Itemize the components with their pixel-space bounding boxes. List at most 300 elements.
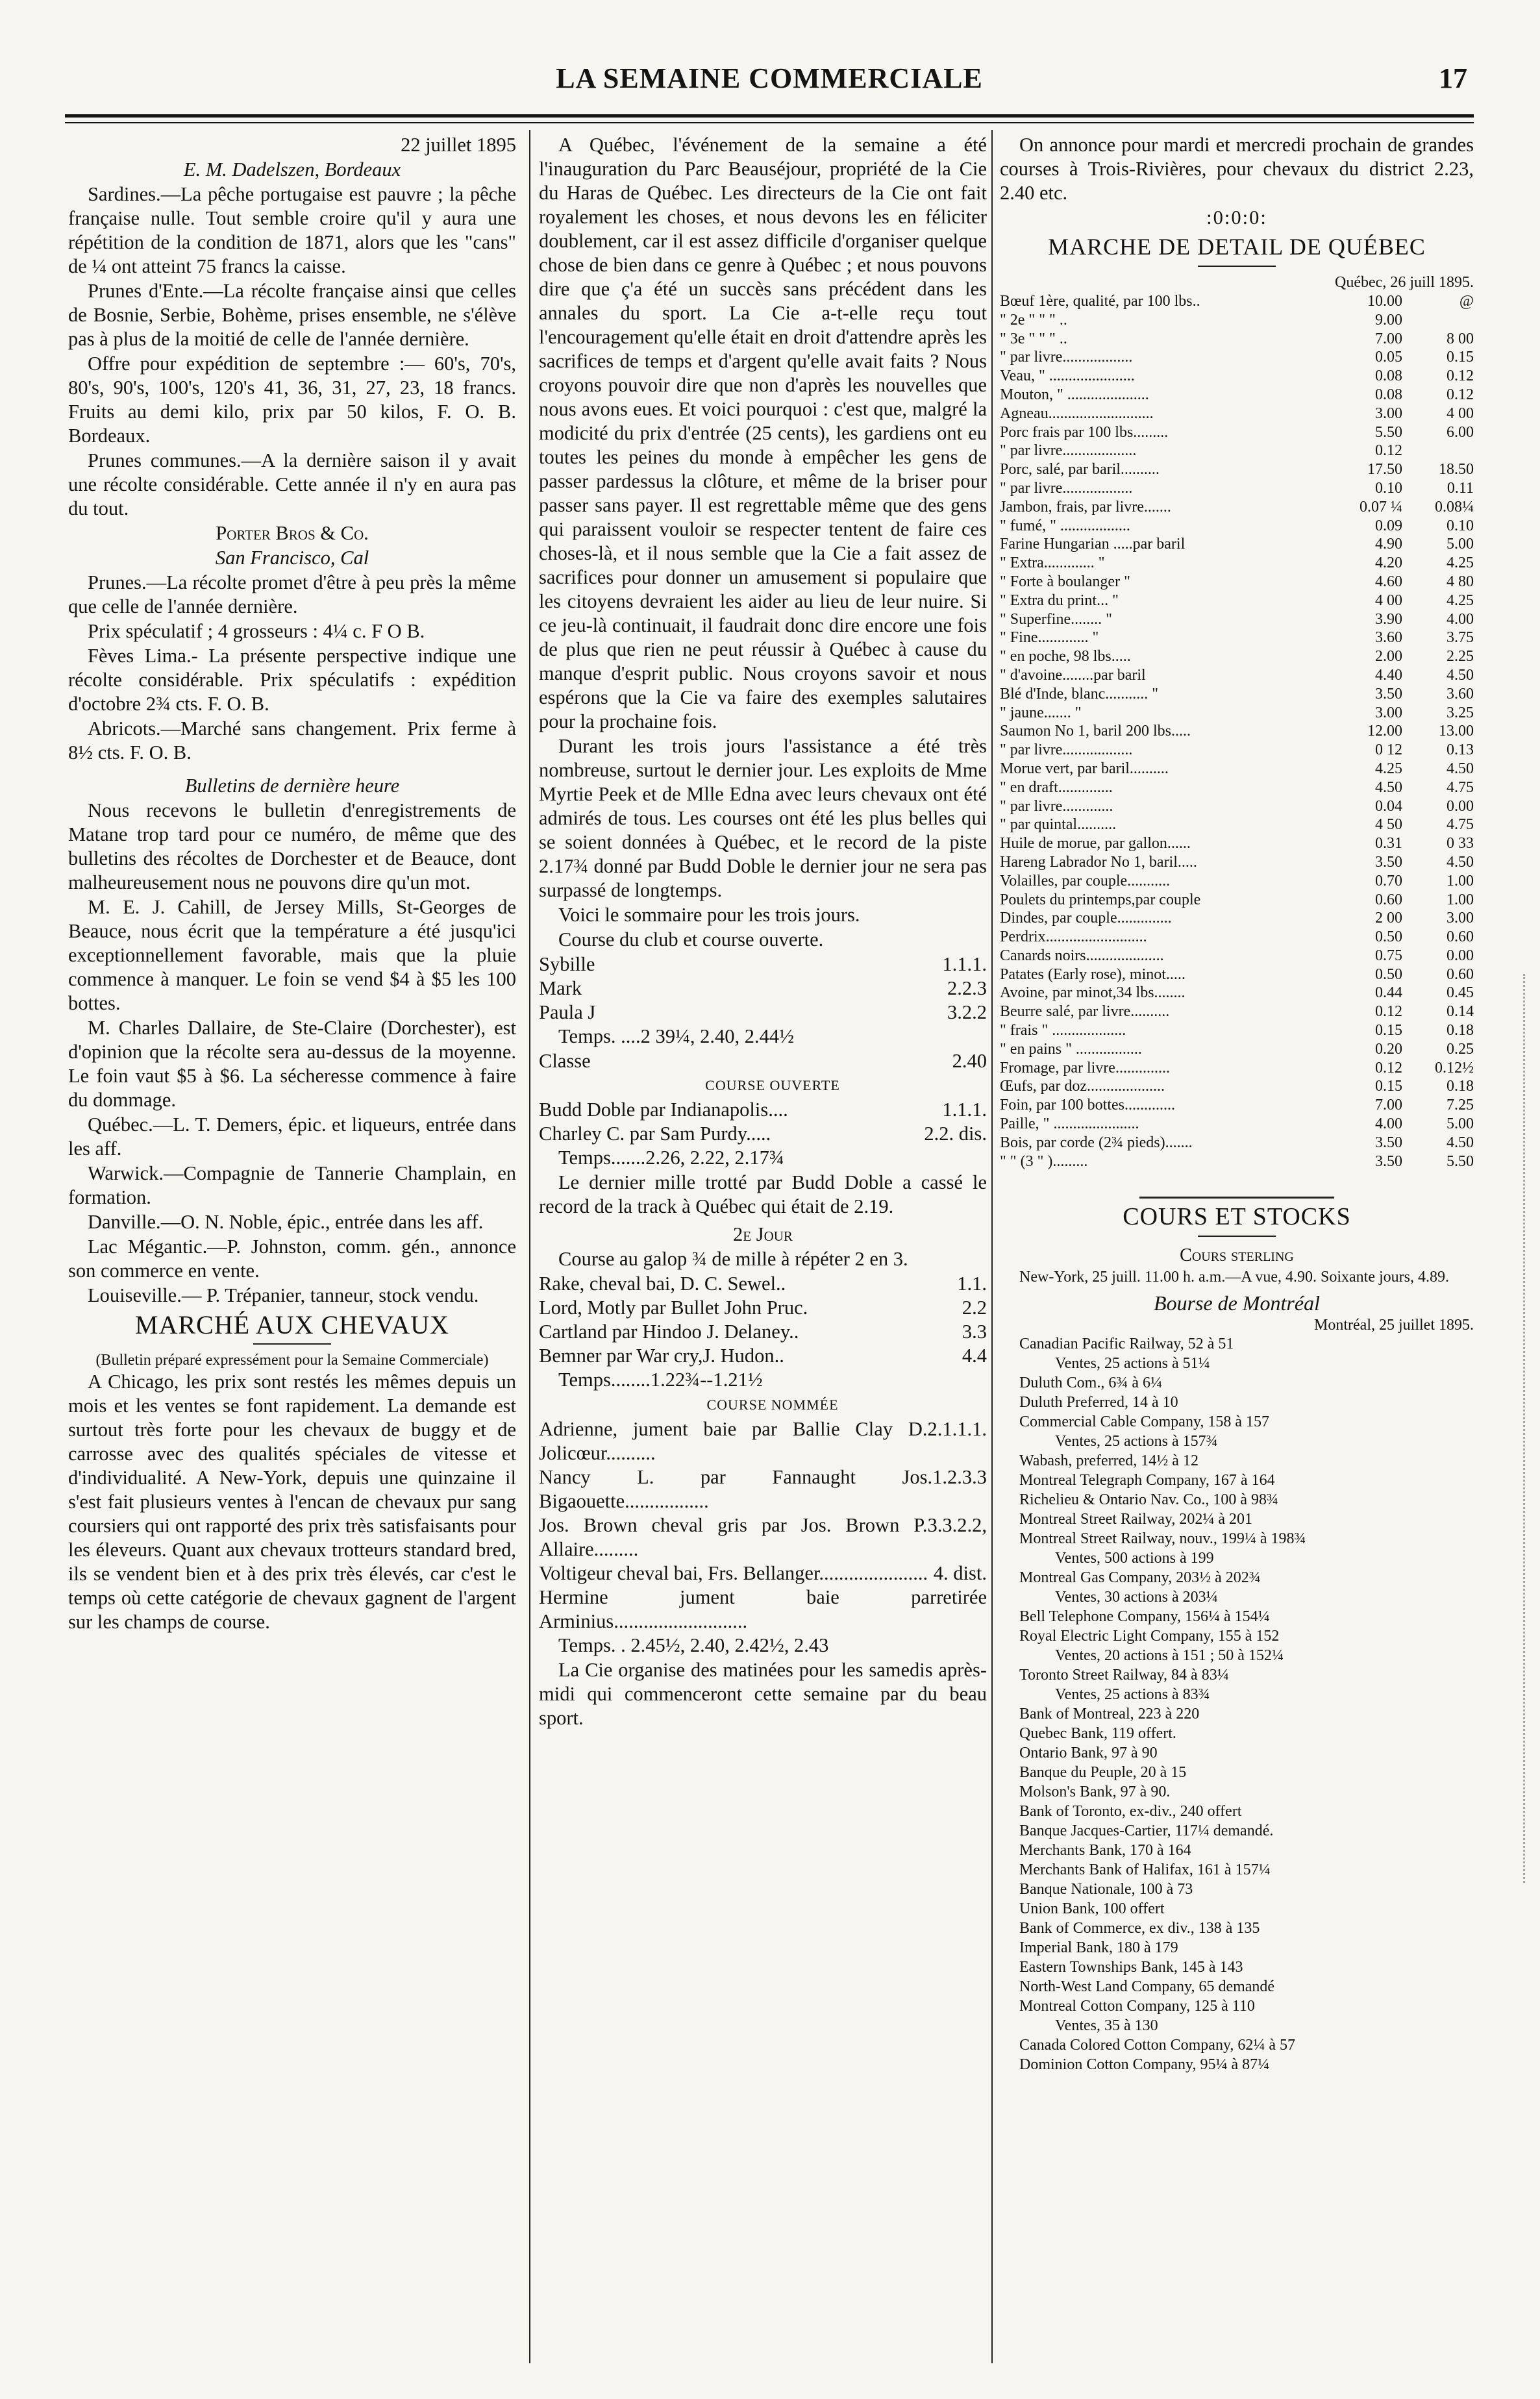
- price-item: " par quintal..........: [1000, 816, 1117, 834]
- price-row: [1000, 628, 1474, 647]
- page-header: [65, 62, 1474, 107]
- price-low: 0.15: [1375, 1078, 1402, 1095]
- paragraph: Warwick.—Compagnie de Tannerie Champlain, en formation.: [68, 1162, 516, 1208]
- price-high: 4.25: [1447, 554, 1474, 572]
- stock-quote: Ontario Bank, 97 à 90: [1019, 1745, 1158, 1762]
- dateline: Montréal, 25 juillet 1895.: [1314, 1317, 1474, 1334]
- price-item: " fumé, " ..................: [1000, 517, 1130, 534]
- price-low: 0 12: [1375, 741, 1402, 759]
- paragraph: Québec.—L. T. Demers, épic. et liqueurs, entrée dans les aff.: [68, 1113, 516, 1160]
- race-result-row: Charley C. par Sam Purdy..... 2.2. dis.: [539, 1123, 987, 1145]
- stock-sales: Ventes, 500 actions à 199: [1055, 1550, 1214, 1567]
- section-note: (Bulletin préparé expressément pour la Semaine Commerciale): [95, 1352, 489, 1369]
- price-row: [1000, 479, 1474, 498]
- section-title: MARCHE DE DETAIL DE QUÉBEC: [1048, 234, 1426, 260]
- stock-quote: Duluth Preferred, 14 à 10: [1019, 1394, 1178, 1411]
- price-row: [1000, 554, 1474, 573]
- price-item: Bois, par corde (2¾ pieds).......: [1000, 1134, 1193, 1151]
- price-item: " par livre...................: [1000, 442, 1137, 460]
- column-left: [68, 133, 516, 1635]
- price-low: 0.50: [1375, 965, 1402, 983]
- stock-quote: Canada Colored Cotton Company, 62¼ à 57: [1019, 2037, 1296, 2054]
- title-rule: [1198, 1236, 1276, 1237]
- race-result-row: Mark 2.2.3: [539, 977, 987, 999]
- race-result-row: Cartland par Hindoo J. Delaney.. 3.3: [539, 1321, 987, 1343]
- paragraph: Course du club et course ouverte.: [558, 928, 824, 951]
- race-result-row: Lord, Motly par Bullet John Pruc. 2.2: [539, 1297, 987, 1319]
- price-low: 0.60: [1375, 891, 1402, 908]
- price-row: [1000, 666, 1474, 685]
- race-result-row: Bemner par War cry,J. Hudon.. 4.4: [539, 1345, 987, 1367]
- dateline: Québec, 26 juill 1895.: [1335, 274, 1474, 291]
- price-item: Volailles, par couple...........: [1000, 872, 1171, 889]
- price-item: " Fine............. ": [1000, 629, 1099, 647]
- price-row: [1000, 1077, 1474, 1096]
- stock-quote: Merchants Bank, 170 à 164: [1019, 1842, 1191, 1859]
- price-high: 3.00: [1447, 910, 1474, 927]
- price-row: [1000, 685, 1474, 704]
- section-rule: [1139, 1197, 1334, 1199]
- price-high: 0.10: [1447, 517, 1474, 534]
- price-row: [1000, 330, 1474, 349]
- price-high: [1402, 441, 1474, 460]
- price-item: Farine Hungarian .....par baril: [1000, 536, 1186, 553]
- price-item: Porc frais par 100 lbs.........: [1000, 423, 1169, 441]
- stock-quote: Bank of Toronto, ex-div., 240 offert: [1019, 1803, 1242, 1821]
- price-row: [1000, 292, 1474, 311]
- stock-quote: Montreal Street Railway, 202¼ à 201: [1019, 1511, 1253, 1528]
- price-item: Perdrix..........................: [1000, 928, 1147, 946]
- price-row: [1000, 1096, 1474, 1115]
- column-divider: [991, 130, 993, 2363]
- paragraph: Sardines.—La pêche portugaise est pauvre ; la pêche française nulle. Tout semble croire qu'il y aura une répétition de la condition de 1871, alors que les "cans" de ¼ ont atteint 75 francs la caisse.: [68, 183, 516, 277]
- price-item: Porc, salé, par baril..........: [1000, 461, 1160, 479]
- price-row: [1000, 909, 1474, 928]
- stock-quote: Commercial Cable Company, 158 à 157: [1019, 1413, 1270, 1431]
- price-low: 0.50: [1375, 928, 1402, 946]
- price-row: [1000, 704, 1474, 723]
- price-high: 18.50: [1439, 461, 1474, 479]
- price-low: 0.07 ¼: [1360, 498, 1402, 516]
- race-result-row: Hermine jument baie par Arminius........................... retirée: [539, 1586, 987, 1632]
- stock-sales: Ventes, 35 à 130: [1055, 2017, 1158, 2035]
- price-low: 3.50: [1375, 853, 1402, 871]
- price-high: 1.00: [1447, 891, 1474, 908]
- stock-quote: Canadian Pacific Railway, 52 à 51: [1019, 1336, 1234, 1353]
- price-low: 0.04: [1375, 797, 1402, 815]
- price-item: Foin, par 100 bottes.............: [1000, 1097, 1175, 1114]
- race-result-row: Rake, cheval bai, D. C. Sewel.. 1.1.: [539, 1273, 987, 1295]
- price-high: 5.50: [1447, 1152, 1474, 1170]
- section-title: COURS ET STOCKS: [1123, 1203, 1351, 1231]
- price-item: Mouton, " .....................: [1000, 386, 1149, 403]
- price-high: 4.75: [1447, 778, 1474, 796]
- price-item: " par livre..................: [1000, 349, 1133, 366]
- price-low: 4.20: [1375, 554, 1402, 572]
- race-result-row: Sybille 1.1.1.: [539, 953, 987, 975]
- price-low: 4.90: [1375, 536, 1402, 553]
- price-low: 0.31: [1375, 835, 1402, 852]
- paragraph: Prunes.—La récolte promet d'être à peu près la même que celle de l'année dernière.: [68, 571, 516, 617]
- price-row: [1000, 947, 1474, 965]
- price-high: 0.13: [1447, 741, 1474, 759]
- paragraph: Danville.—O. N. Noble, épic., entrée dans les aff.: [88, 1211, 484, 1233]
- price-low: 4.25: [1375, 760, 1402, 777]
- price-row: [1000, 834, 1474, 853]
- price-low: 0.08: [1375, 386, 1402, 403]
- price-row: [1000, 647, 1474, 666]
- price-row: [1000, 517, 1474, 536]
- column-right: [1000, 133, 1474, 2075]
- price-row: [1000, 741, 1474, 760]
- stock-sales: Ventes, 30 actions à 203¼: [1055, 1589, 1218, 1606]
- stock-quote: Merchants Bank of Halifax, 161 à 157¼: [1019, 1861, 1271, 1879]
- paragraph: Voici le sommaire pour les trois jours.: [558, 904, 860, 926]
- paragraph: A Québec, l'événement de la semaine a été l'inauguration du Parc Beauséjour, propriété de la Cie du Haras de Québec. Les directeurs de la Cie ont fait royalement les choses, et nous devons les en féliciter doublement, car il est assez difficile d'organiser quelque chose de bien dans ce genre à Québec ; et nous pouvons dire que ç'a été un succès sans précédent dans les annales du sport. La Cie a-t-elle reçu tout l'encouragement qu'elle était en droit d'attendre après les sacrifices de temps et d'argent qu'elle avait faits ? Nous croyons pouvoir dire que non d'après les nouvelles que nous avons eues. Et voici pourquoi : c'est que, malgré la modicité du prix d'entrée (25 cents), les gardiens ont eu toutes les peines du monde à empêcher les gens de passer pardessus la clôture, et même de la briser pour passer sans payer. Il est regrettable même que des gens qui paraissent vouloir se respecter tentent de faire ces choses-là, et il nous semble que la Cie a fait assez de sacrifices pour donner un amusement si populaire que les citoyens devraient les aider au lieu de leur nuire. Si ce jeu-là continuait, il faudrait donc dire encore une fois de plus que rien ne peut réussir à Québec à cause du manque d'esprit public. Nous croyons savoir et nous espérons que la Cie va faire des exemples salutaires pour la prochaine fois.: [539, 134, 987, 732]
- stock-sales: Ventes, 25 actions à 83¾: [1055, 1686, 1210, 1704]
- price-high: 2.25: [1447, 648, 1474, 665]
- price-row: [1000, 386, 1474, 404]
- race-result-row: Classe 2.40: [539, 1050, 987, 1072]
- price-item: " " (3 " ).........: [1000, 1152, 1088, 1170]
- price-low: 0.12: [1375, 442, 1402, 460]
- paragraph: Offre pour expédition de septembre :— 60's, 70's, 80's, 90's, 100's, 120's 41, 36, 31, 27, 23, 18 francs. Fruits au demi kilo, prix par 50 kilos, F. O. B. Bordeaux.: [68, 353, 516, 447]
- price-high: 0.00: [1447, 947, 1474, 964]
- price-low: 0.15: [1375, 1022, 1402, 1039]
- paragraph: M. Charles Dallaire, de Ste-Claire (Dorchester), est d'opinion que la récolte sera au-dessus de la moyenne. Le foin vaut $5 à $6. La sécheresse commence à faire du dommage.: [68, 1017, 516, 1111]
- price-item: Jambon, frais, par livre.......: [1000, 498, 1171, 516]
- price-item: Bœuf 1ère, qualité, par 100 lbs..: [1000, 293, 1200, 310]
- price-row: [1000, 984, 1474, 1002]
- column-divider: [529, 130, 530, 2363]
- price-high: 3.60: [1447, 685, 1474, 702]
- price-high: 3.75: [1447, 629, 1474, 647]
- dateline: 22 juillet 1895: [401, 134, 516, 156]
- price-item: " en pains " .................: [1000, 1040, 1142, 1058]
- section-heading: Bulletins de dernière heure: [184, 775, 400, 797]
- paragraph: Course au galop ¾ de mille à répéter 2 en 3.: [558, 1248, 908, 1270]
- price-item: Blé d'Inde, blanc........... ": [1000, 685, 1159, 702]
- price-item: Fromage, par livre..............: [1000, 1059, 1170, 1076]
- price-row: [1000, 797, 1474, 816]
- price-high: 0.14: [1447, 1003, 1474, 1021]
- price-high: 0.12½: [1435, 1059, 1474, 1076]
- stock-quote: Molson's Bank, 97 à 90.: [1019, 1784, 1171, 1801]
- price-row: [1000, 573, 1474, 591]
- paragraph: Prix spéculatif ; 4 grosseurs : 4¼ c. F O B.: [88, 620, 425, 642]
- price-low: 3.00: [1375, 404, 1402, 422]
- price-high: 0 33: [1447, 835, 1474, 852]
- price-row: [1000, 722, 1474, 741]
- paragraph: Lac Mégantic.—P. Johnston, comm. gén., annonce son commerce en vente.: [68, 1236, 516, 1282]
- price-low: 0.75: [1375, 947, 1402, 964]
- column-middle: [539, 133, 987, 1731]
- exchange-rates: New-York, 25 juill. 11.00 h. a.m.—A vue, 4.90. Soixante jours, 4.89.: [1019, 1269, 1449, 1286]
- price-low: 0.05: [1375, 349, 1402, 366]
- price-high: 0.18: [1447, 1022, 1474, 1039]
- race-time: Temps. ....2 39¼, 2.40, 2.44½: [558, 1025, 795, 1047]
- price-item: Avoine, par minot,34 lbs........: [1000, 984, 1186, 1002]
- price-item: " en draft..............: [1000, 778, 1113, 796]
- price-row: [1000, 853, 1474, 872]
- price-item: Hareng Labrador No 1, baril.....: [1000, 853, 1197, 871]
- price-row: [1000, 1059, 1474, 1078]
- price-row: [1000, 760, 1474, 778]
- stock-quote: Royal Electric Light Company, 155 à 152: [1019, 1628, 1280, 1645]
- race-time: Temps. . 2.45½, 2.40, 2.42½, 2.43: [558, 1634, 829, 1656]
- price-row: [1000, 311, 1474, 330]
- paragraph: Le dernier mille trotté par Budd Doble a cassé le record de la track à Québec qui était de 2.19.: [539, 1171, 987, 1217]
- price-low: 7.00: [1375, 330, 1402, 347]
- price-low: 0.10: [1375, 479, 1402, 497]
- price-row: [1000, 460, 1474, 479]
- stock-quote: Union Bank, 100 offert: [1019, 1900, 1165, 1918]
- price-row: [1000, 367, 1474, 386]
- price-high: 0.12: [1447, 367, 1474, 385]
- price-row: [1000, 348, 1474, 367]
- stock-quote: Montreal Street Railway, nouv., 199¼ à 198¾: [1019, 1530, 1306, 1548]
- price-item: " frais " ...................: [1000, 1022, 1126, 1039]
- stock-quote: Banque Nationale, 100 à 73: [1019, 1881, 1193, 1898]
- stock-quote: Bank of Commerce, ex div., 138 à 135: [1019, 1920, 1260, 1937]
- stock-list: [1000, 1335, 1474, 2074]
- stock-quote: Quebec Bank, 119 offert.: [1019, 1725, 1176, 1743]
- price-item: Patates (Early rose), minot.....: [1000, 965, 1186, 983]
- price-low: 4.00: [1375, 1115, 1402, 1133]
- stock-quote: Bank of Montreal, 223 à 220: [1019, 1706, 1200, 1723]
- paragraph: Fèves Lima.- La présente perspective indique une récolte considérable. Prix spéculatifs : expédition d'octobre 2¾ cts. F. O. B.: [68, 645, 516, 715]
- price-low: 4.50: [1375, 778, 1402, 796]
- race-result-row: Jos. Brown cheval gris par Jos. Brown P. Allaire......... 3.3.2.2,: [539, 1514, 987, 1560]
- price-row: [1000, 1002, 1474, 1021]
- paragraph: Nous recevons le bulletin d'enregistrements de Matane trop tard pour ce numéro, de même que des bulletins des récoltes de Dorchester et de Beauce, dont malheureusement nous ne pouvons dire qu'un mot.: [68, 799, 516, 893]
- price-high: 0.45: [1447, 984, 1474, 1002]
- price-high: 0.12: [1447, 386, 1474, 403]
- price-low: 0.12: [1375, 1003, 1402, 1021]
- price-row: [1000, 423, 1474, 442]
- price-item: " Superfine........ ": [1000, 610, 1112, 628]
- price-high: 4 80: [1447, 573, 1474, 590]
- race-result-row: Adrienne, jument baie par Ballie Clay D. Jolicœur.......... 2.1.1.1.: [539, 1418, 987, 1464]
- price-item: Veau, " ......................: [1000, 367, 1135, 385]
- paragraph: A Chicago, les prix sont restés les mêmes depuis un mois et les ventes se font rapidement. La demande est surtout très forte pour les chevaux de buggy et de carrosse avec des qualités spéciales de vitesse et d'individualité. A New-York, depuis une quinzaine il s'est fait plusieurs ventes à l'encan de chevaux pur sang coursiers qui ont rapporté des prix très satisfaisants pour les éleveurs. Quant aux chevaux trotteurs standard bred, ils se vendent bien et à des prix très élevés, car c'est le temps où cette catégorie de chevaux gagnent de l'argent sur les champs de course.: [68, 1371, 516, 1633]
- stock-quote: North-West Land Company, 65 demandé: [1019, 1978, 1275, 1996]
- price-item: Dindes, par couple..............: [1000, 910, 1172, 927]
- price-item: Agneau...........................: [1000, 404, 1154, 422]
- day-heading: 2e Jour: [733, 1223, 793, 1245]
- price-low: 0.44: [1375, 984, 1402, 1002]
- price-low: 3.60: [1375, 629, 1402, 647]
- price-list: [1000, 292, 1474, 1171]
- title-rule: [253, 1343, 331, 1345]
- price-row: [1000, 1152, 1474, 1171]
- price-high: 13.00: [1439, 723, 1474, 740]
- price-item: Paille, " ......................: [1000, 1115, 1139, 1133]
- price-low: 0.70: [1375, 872, 1402, 889]
- separator: :0:0:0:: [1206, 206, 1267, 229]
- paragraph: On annonce pour mardi et mercredi prochain de grandes courses à Trois-Rivières, pour chevaux du district 2.23, 2.40 etc.: [1000, 134, 1474, 204]
- price-row: [1000, 535, 1474, 554]
- price-row: [1000, 404, 1474, 423]
- price-low: 4 50: [1375, 816, 1402, 834]
- price-row: [1000, 1134, 1474, 1152]
- price-high: 3.25: [1447, 704, 1474, 721]
- price-item: Canards noirs....................: [1000, 947, 1164, 964]
- subsection-title: Cours sterling: [1180, 1245, 1294, 1266]
- subsection-title: Bourse de Montréal: [1154, 1291, 1320, 1315]
- price-row: [1000, 1021, 1474, 1040]
- price-low: 17.50: [1367, 461, 1402, 479]
- price-low: 3.90: [1375, 610, 1402, 628]
- price-high: 0.08¼: [1435, 498, 1474, 516]
- price-low: 3.50: [1375, 1134, 1402, 1151]
- race-result-row: Paula J 3.2.2: [539, 1001, 987, 1023]
- price-high: 1.00: [1447, 872, 1474, 889]
- price-high: 0.18: [1447, 1078, 1474, 1095]
- paragraph: Durant les trois jours l'assistance a été très nombreuse, surtout le dernier jour. Les exploits de Mme Myrtie Peek et de Mlle Edna avec leurs chevaux ont été admirés de tous. Les courses ont été les plus belles qui se soient données à Québec, et le record de la piste 2.17¾ donné par Budd Doble le dernier jour ne sera pas surpassé de longtemps.: [539, 735, 987, 901]
- title-rule: [1198, 266, 1276, 267]
- section-title: MARCHÉ AUX CHEVAUX: [135, 1310, 449, 1339]
- stock-quote: Wabash, preferred, 14½ à 12: [1019, 1452, 1198, 1470]
- stock-quote: Montreal Gas Company, 203½ à 202¾: [1019, 1569, 1261, 1587]
- stock-quote: Toronto Street Railway, 84 à 83¼: [1019, 1667, 1229, 1684]
- price-row: [1000, 891, 1474, 910]
- price-high: 0.60: [1447, 965, 1474, 983]
- stock-sales: Ventes, 25 actions à 51¼: [1055, 1355, 1210, 1373]
- price-high: 0.25: [1447, 1040, 1474, 1058]
- price-low: 3.00: [1375, 704, 1402, 721]
- race-result-row: Nancy L. par Fannaught Jos. Bigaouette................. 1.2.3.3: [539, 1466, 987, 1512]
- price-high: 0.60: [1447, 928, 1474, 946]
- price-row: [1000, 591, 1474, 610]
- price-item: " Extra du print... ": [1000, 591, 1119, 609]
- price-item: " 3e " " " ..: [1000, 330, 1067, 347]
- price-item: Œufs, par doz....................: [1000, 1078, 1165, 1095]
- price-high: [1402, 311, 1474, 330]
- firm-name: Porter Bros & Co.: [216, 522, 369, 544]
- price-row: [1000, 1040, 1474, 1059]
- price-low: 12.00: [1367, 723, 1402, 740]
- price-high: 6.00: [1447, 423, 1474, 441]
- stock-sales: Ventes, 20 actions à 151 ; 50 à 152¼: [1055, 1647, 1284, 1665]
- price-item: " par livre..................: [1000, 741, 1133, 759]
- price-high: 4.50: [1447, 760, 1474, 777]
- paragraph: Prunes d'Ente.—La récolte française ainsi que celles de Bosnie, Serbie, Bohème, prises ensemble, ne s'élève pas à plus de la moitié de celle de l'année dernière.: [68, 280, 516, 350]
- price-high: 8 00: [1447, 330, 1474, 347]
- price-row: [1000, 1115, 1474, 1134]
- price-low: 7.00: [1375, 1097, 1402, 1114]
- price-low: 0.09: [1375, 517, 1402, 534]
- price-low: 0.20: [1375, 1040, 1402, 1058]
- newspaper-title: LA SEMAINE COMMERCIALE: [556, 62, 983, 94]
- edge-mark: [1523, 974, 1537, 1883]
- price-high: 5.00: [1447, 1115, 1474, 1133]
- price-high: 0.11: [1447, 479, 1474, 497]
- firm-place: San Francisco, Cal: [215, 547, 369, 569]
- price-row: [1000, 441, 1474, 460]
- stock-quote: Banque Jacques-Cartier, 117¼ demandé.: [1019, 1822, 1274, 1840]
- paragraph: Louiseville.— P. Trépanier, tanneur, stock vendu.: [88, 1284, 479, 1306]
- stock-quote: Montreal Cotton Company, 125 à 110: [1019, 1998, 1255, 2015]
- price-row: [1000, 815, 1474, 834]
- race-subheading: COURSE NOMMÉE: [706, 1397, 839, 1413]
- race-result-row: Voltigeur cheval bai, Frs. Bellanger...................... 4. dist.: [539, 1562, 987, 1584]
- price-row: [1000, 872, 1474, 891]
- stock-sales: Ventes, 25 actions à 157¾: [1055, 1433, 1218, 1450]
- stock-quote: Dominion Cotton Company, 95¼ à 87¼: [1019, 2056, 1270, 2074]
- stock-quote: Montreal Telegraph Company, 167 à 164: [1019, 1472, 1275, 1489]
- price-high: 0.15: [1447, 349, 1474, 366]
- price-item: " d'avoine........par baril: [1000, 666, 1146, 684]
- price-low: 5.50: [1375, 423, 1402, 441]
- stock-quote: Eastern Townships Bank, 145 à 143: [1019, 1959, 1243, 1976]
- price-low: 4 00: [1375, 591, 1402, 609]
- price-high: 4.50: [1447, 853, 1474, 871]
- price-item: " jaune....... ": [1000, 704, 1082, 721]
- price-low: 3.50: [1375, 1152, 1402, 1170]
- firm-name: E. M. Dadelszen, Bordeaux: [183, 158, 401, 180]
- race-result-row: Budd Doble par Indianapolis.... 1.1.1.: [539, 1099, 987, 1121]
- price-low: 9.00: [1375, 311, 1402, 329]
- price-low: 2.00: [1375, 648, 1402, 665]
- price-high: 4.50: [1447, 666, 1474, 684]
- header-rule-thin: [65, 122, 1474, 123]
- price-row: [1000, 928, 1474, 947]
- price-low: 4.40: [1375, 666, 1402, 684]
- stock-quote: Banque du Peuple, 20 à 15: [1019, 1764, 1187, 1782]
- stock-quote: Duluth Com., 6¾ à 6¼: [1019, 1374, 1162, 1392]
- price-high: @: [1459, 293, 1474, 310]
- stock-quote: Imperial Bank, 180 à 179: [1019, 1939, 1178, 1957]
- race-time: Temps.......2.26, 2.22, 2.17¾: [558, 1147, 784, 1169]
- price-item: " Forte à boulanger ": [1000, 573, 1130, 590]
- stock-quote: Richelieu & Ontario Nav. Co., 100 à 98¾: [1019, 1491, 1279, 1509]
- price-item: " 2e " " " ..: [1000, 311, 1067, 329]
- price-high: 4.00: [1447, 610, 1474, 628]
- price-row: [1000, 498, 1474, 517]
- paragraph: Prunes communes.—A la dernière saison il y avait une récolte considérable. Cette année il n'y en aura pas du tout.: [68, 449, 516, 519]
- price-item: Beurre salé, par livre..........: [1000, 1003, 1170, 1021]
- race-time: Temps........1.22¾--1.21½: [558, 1369, 763, 1391]
- paragraph: M. E. J. Cahill, de Jersey Mills, St-Georges de Beauce, nous écrit que la température a été jusqu'ici exceptionnellement favorable, mais que la pluie commence à manquer. Le foin se vend $4 à $5 les 100 bottes.: [68, 896, 516, 1014]
- stock-quote: Bell Telephone Company, 156¼ à 154¼: [1019, 1608, 1270, 1626]
- price-high: 0.00: [1447, 797, 1474, 815]
- price-row: [1000, 778, 1474, 797]
- price-item: " Extra............. ": [1000, 554, 1105, 572]
- paragraph: La Cie organise des matinées pour les samedis après-midi qui commenceront cette semaine par du beau sport.: [539, 1659, 987, 1729]
- price-low: 0.08: [1375, 367, 1402, 385]
- price-low: 10.00: [1367, 293, 1402, 310]
- page-number: 17: [1439, 62, 1467, 94]
- header-rule-thick: [65, 114, 1474, 118]
- race-subheading: COURSE OUVERTE: [705, 1077, 840, 1093]
- price-high: 4.75: [1447, 816, 1474, 834]
- price-item: Poulets du printemps,par couple: [1000, 891, 1201, 908]
- price-row: [1000, 965, 1474, 984]
- price-item: " en poche, 98 lbs.....: [1000, 648, 1131, 665]
- price-low: 4.60: [1375, 573, 1402, 590]
- price-item: Huile de morue, par gallon......: [1000, 835, 1191, 852]
- price-item: " par livre.............: [1000, 797, 1113, 815]
- price-high: 5.00: [1447, 536, 1474, 553]
- price-high: 4 00: [1447, 404, 1474, 422]
- price-item: Morue vert, par baril..........: [1000, 760, 1169, 777]
- price-item: " par livre..................: [1000, 479, 1133, 497]
- price-high: 4.50: [1447, 1134, 1474, 1151]
- price-item: Saumon No 1, baril 200 lbs.....: [1000, 723, 1191, 740]
- price-high: 7.25: [1447, 1097, 1474, 1114]
- price-high: 4.25: [1447, 591, 1474, 609]
